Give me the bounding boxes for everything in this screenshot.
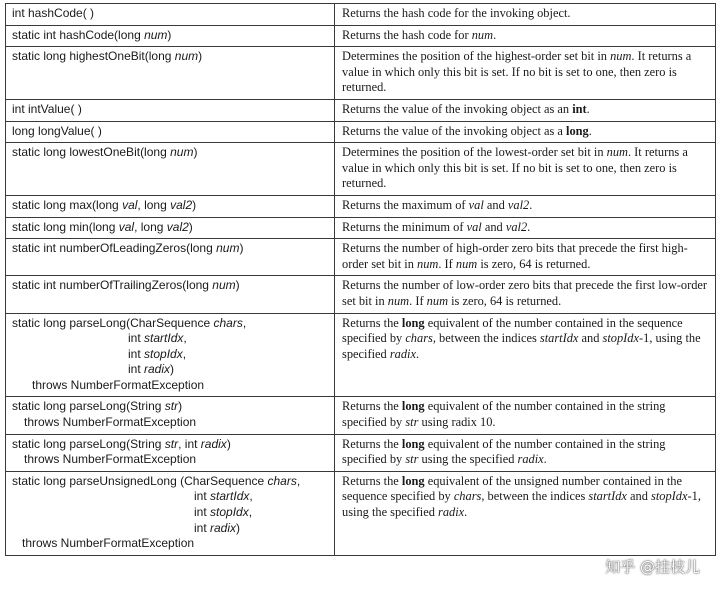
method-signature: int hashCode( ) xyxy=(6,4,335,26)
method-signature: static int hashCode(long num) xyxy=(6,25,335,47)
table-row xyxy=(6,25,716,47)
method-table xyxy=(5,3,716,556)
watermark: 知乎 @挂枝儿 xyxy=(605,558,700,576)
table-row xyxy=(6,121,716,143)
method-signature: static long parseLong(CharSequence chars, int startIdx, int stopIdx, int radix) throws NumberFormatException xyxy=(6,313,335,397)
method-description: Returns the hash code for the invoking object. xyxy=(335,4,716,26)
table-row xyxy=(6,143,716,196)
method-signature: static long parseLong(String str) throws NumberFormatException xyxy=(6,397,335,434)
table-row xyxy=(6,313,716,397)
method-description: Returns the long equivalent of the number contained in the string specified by str using radix 10. xyxy=(335,397,716,434)
method-description: Determines the position of the lowest-order set bit in num. It returns a value in which only this bit is set. If no bit is set to one, then zero is returned. xyxy=(335,143,716,196)
method-description: Returns the value of the invoking object as an int. xyxy=(335,99,716,121)
method-signature: static int numberOfTrailingZeros(long num) xyxy=(6,276,335,313)
method-description: Determines the position of the highest-order set bit in num. It returns a value in which only this bit is set. If no bit is set to one, then zero is returned. xyxy=(335,47,716,100)
table-row xyxy=(6,276,716,313)
table-row xyxy=(6,239,716,276)
method-signature: int intValue( ) xyxy=(6,99,335,121)
method-signature: static long parseUnsignedLong (CharSequence chars, int startIdx, int stopIdx, int radix) throws NumberFormatException xyxy=(6,471,335,555)
method-description: Returns the number of high-order zero bits that precede the first high-order set bit in num. If num is zero, 64 is returned. xyxy=(335,239,716,276)
method-signature: static long lowestOneBit(long num) xyxy=(6,143,335,196)
table-row xyxy=(6,47,716,100)
table-row xyxy=(6,195,716,217)
table-row xyxy=(6,434,716,471)
method-description: Returns the long equivalent of the unsigned number contained in the sequence specified by chars, between the indices startIdx and stopIdx-1, using the specified radix. xyxy=(335,471,716,555)
table-row xyxy=(6,217,716,239)
table-row xyxy=(6,4,716,26)
method-signature: static long min(long val, long val2) xyxy=(6,217,335,239)
method-description: Returns the value of the invoking object as a long. xyxy=(335,121,716,143)
method-description: Returns the minimum of val and val2. xyxy=(335,217,716,239)
method-signature: long longValue( ) xyxy=(6,121,335,143)
method-signature: static long highestOneBit(long num) xyxy=(6,47,335,100)
method-signature: static int numberOfLeadingZeros(long num) xyxy=(6,239,335,276)
method-description: Returns the number of low-order zero bits that precede the first low-order set bit in num. If num is zero, 64 is returned. xyxy=(335,276,716,313)
table-row xyxy=(6,397,716,434)
method-description: Returns the hash code for num. xyxy=(335,25,716,47)
method-signature: static long parseLong(String str, int radix) throws NumberFormatException xyxy=(6,434,335,471)
method-description: Returns the long equivalent of the number contained in the sequence specified by chars, between the indices startIdx and stopIdx-1, using the specified radix. xyxy=(335,313,716,397)
table-row xyxy=(6,471,716,555)
method-signature: static long max(long val, long val2) xyxy=(6,195,335,217)
method-description: Returns the long equivalent of the number contained in the string specified by str using the specified radix. xyxy=(335,434,716,471)
method-description: Returns the maximum of val and val2. xyxy=(335,195,716,217)
table-row xyxy=(6,99,716,121)
